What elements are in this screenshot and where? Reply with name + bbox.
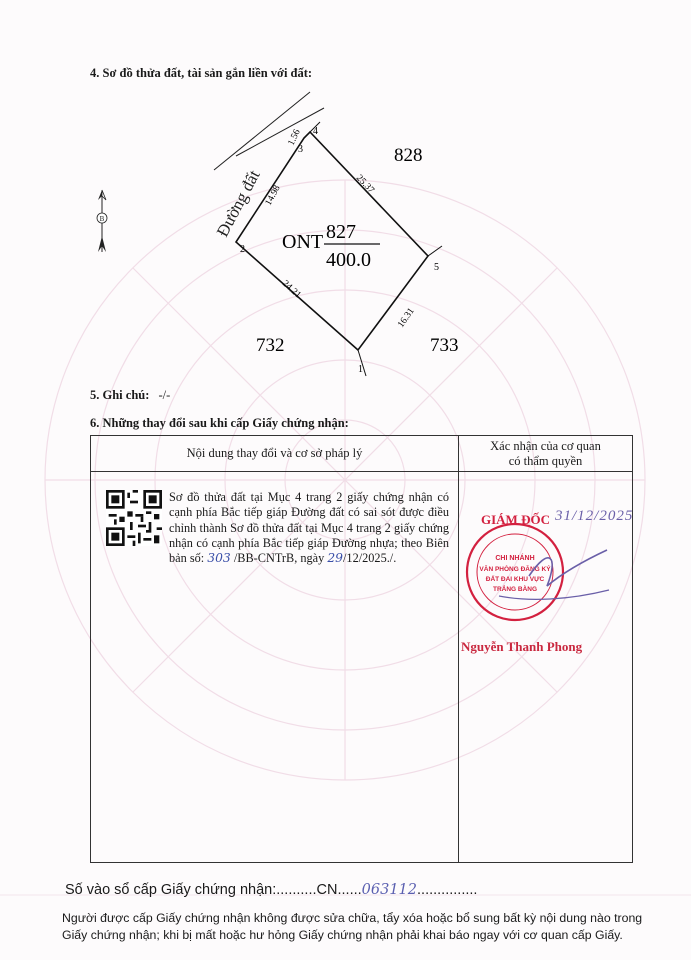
- parcel-number: 827: [326, 221, 356, 243]
- certificate-notice: [62, 910, 672, 944]
- vertex-5-label: 5: [434, 262, 439, 273]
- neighbor-south-east: 733: [430, 335, 459, 356]
- notice-line-1: Người được cấp Giấy chứng nhận không được sửa chữa, tẩy xóa hoặc bổ sung bất kỳ nội dung nào trong: [62, 911, 643, 925]
- road-strip: [214, 92, 324, 170]
- minutes-number: 303: [207, 551, 231, 566]
- edge-2-1-length: 24.21: [279, 278, 303, 301]
- signer-name: Nguyễn Thanh Phong: [461, 639, 583, 654]
- book-number-label: Số vào sổ cấp Giấy chứng nhận:: [65, 882, 277, 898]
- svg-text:B: B: [99, 215, 105, 223]
- section-5-heading: [90, 388, 170, 403]
- authority-confirmation-cell: [459, 472, 633, 863]
- book-prefix: CN: [316, 882, 338, 898]
- changes-table: [90, 435, 633, 863]
- signature-date: 31/12/2025: [555, 508, 634, 524]
- land-parcel-diagram: [80, 80, 500, 380]
- book-number-value: 063112: [361, 882, 418, 898]
- column-header-authority: [459, 436, 633, 472]
- authority-header-line2: có thẩm quyền: [508, 453, 583, 468]
- stamp-text-1: CHI NHÁNH: [495, 555, 535, 562]
- vertex-2-label: 2: [240, 244, 245, 255]
- stamp-text-2: VĂN PHÒNG ĐĂNG KÝ: [479, 566, 551, 573]
- notes-label: 5. Ghi chú:: [90, 388, 150, 402]
- vertex-4-label: 4: [313, 126, 318, 137]
- edge-2-3-length: 14.98: [263, 183, 283, 208]
- authority-header-line1: Xác nhận của cơ quan: [490, 438, 601, 453]
- neighbor-south-west: 732: [256, 335, 285, 356]
- official-stamp: [459, 516, 633, 636]
- change-description-text: Sơ đồ thửa đất tại Mục 4 trang 2 giấy chứng nhận có cạnh phía Bắc tiếp giáp Đường đất có sai sót được điều chỉnh thành Sơ đồ thửa đất tại Mục 4 trang 2 giấy chứng nhận có cạnh phía Bắc tiếp giáp Đường nhựa; theo Biên bản số:: [169, 490, 449, 566]
- director-title: GIÁM ĐỐC: [481, 512, 550, 527]
- notice-line-2: Giấy chứng nhận; khi bị mất hoặc hư hỏng Giấy chứng nhận phải khai báo ngay với cơ quan cấp Giấy.: [62, 928, 623, 942]
- qr-code-icon[interactable]: [106, 490, 162, 546]
- change-description: [169, 490, 449, 566]
- land-type-label: ONT: [282, 231, 324, 253]
- minutes-date: /12/2025./.: [343, 551, 397, 566]
- edge-5-1-length: 16.31: [396, 306, 417, 330]
- section-4-heading: 4. Sơ đồ thửa đất, tài sản gắn liền với đất:: [90, 66, 313, 80]
- edge-4-5-length: 25.37: [353, 173, 376, 196]
- edge-3-4-length: 1.56: [286, 127, 303, 148]
- minutes-code: /BB-CNTrB, ngày: [233, 551, 325, 566]
- book-dots-3: ...............: [417, 882, 478, 898]
- north-arrow-icon: [97, 190, 107, 252]
- vertex-3-label: 3: [298, 144, 303, 155]
- certificate-book-number: [65, 882, 477, 898]
- change-content-cell: [91, 472, 459, 863]
- notes-value: -/-: [158, 388, 171, 402]
- column-header-content: Nội dung thay đổi và cơ sở pháp lý: [91, 436, 459, 472]
- stamp-text-3: ĐẤT ĐAI KHU VỰC: [485, 576, 545, 583]
- book-dots-1: ..........: [276, 882, 317, 898]
- minutes-day: 29: [327, 551, 343, 566]
- parcel-area: 400.0: [326, 249, 371, 271]
- road-label: Đường đất: [212, 166, 264, 240]
- book-dots-2: ......: [337, 882, 362, 898]
- vertex-1-label: 1: [358, 364, 363, 375]
- changes-table-header: [91, 436, 633, 472]
- stamp-text-4: TRẢNG BÀNG: [492, 586, 538, 593]
- neighbor-north: 828: [394, 145, 423, 166]
- section-6-heading: 6. Những thay đổi sau khi cấp Giấy chứng nhận:: [90, 416, 349, 430]
- table-row: [91, 472, 633, 863]
